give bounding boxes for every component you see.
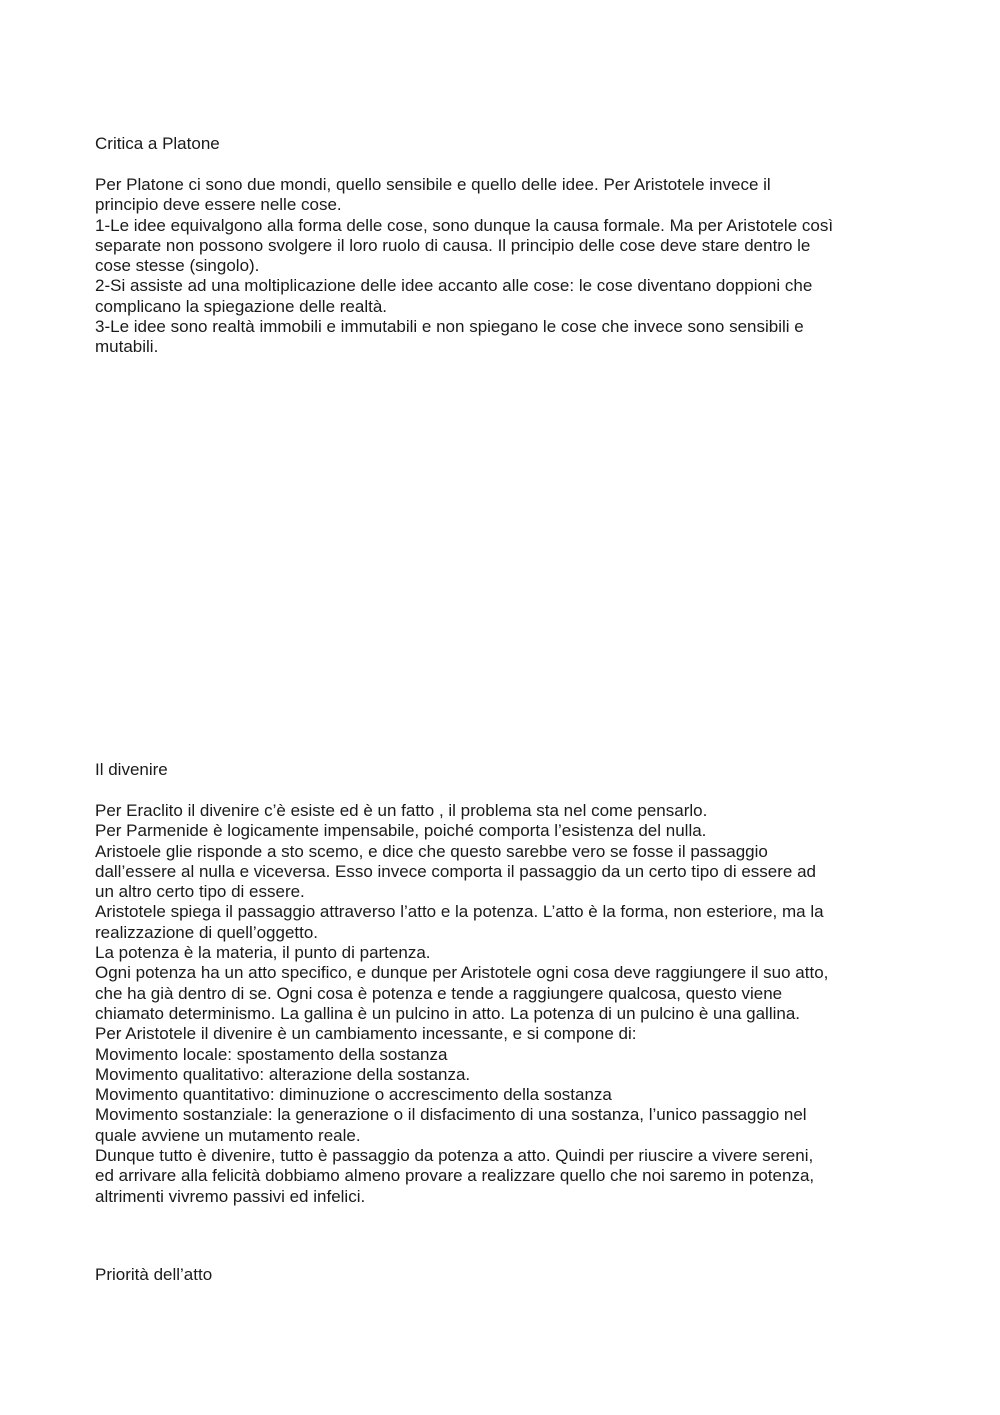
section-heading-il-divenire: Il divenire — [95, 760, 168, 779]
section-heading-critica-a-platone: Critica a Platone — [95, 134, 220, 153]
text-line: ed arrivare alla felicità dobbiamo almeno provare a realizzare quello che noi saremo in potenza, — [95, 1166, 815, 1186]
text-line: realizzazione di quell’oggetto. — [95, 922, 319, 942]
section-body-il-divenire — [95, 801, 935, 1207]
text-line: Ogni potenza ha un atto specifico, e dunque per Aristotele ogni cosa deve raggiungere il suo atto, — [95, 963, 829, 983]
text-line: Per Platone ci sono due mondi, quello sensibile e quello delle idee. Per Aristotele invece il — [95, 175, 771, 194]
text-line: Dunque tutto è divenire, tutto è passaggio da potenza a atto. Quindi per riuscire a vivere sereni, — [95, 1146, 814, 1166]
text-line: Per Eraclito il divenire c’è esiste ed è un fatto , il problema sta nel come pensarlo. — [95, 801, 708, 820]
section-body-critica-a-platone — [95, 175, 935, 358]
text-line: Movimento locale: spostamento della sostanza — [95, 1044, 448, 1064]
text-line: Aristoele glie risponde a sto scemo, e dice che questo sarebbe vero se fosse il passaggio — [95, 841, 768, 861]
text-line: un altro certo tipo di essere. — [95, 882, 305, 902]
text-line: altrimenti vivremo passivi ed infelici. — [95, 1186, 366, 1206]
text-line: 2-Si assiste ad una moltiplicazione delle idee accanto alle cose: le cose diventano doppioni che — [95, 276, 813, 296]
text-line: Per Aristotele il divenire è un cambiamento incessante, e si compone di: — [95, 1024, 637, 1044]
text-line: Movimento sostanziale: la generazione o il disfacimento di una sostanza, l’unico passaggio nel — [95, 1105, 807, 1125]
text-line: Movimento quantitativo: diminuzione o accrescimento della sostanza — [95, 1085, 612, 1105]
text-line: cose stesse (singolo). — [95, 256, 260, 276]
text-line: separate non possono svolgere il loro ruolo di causa. Il principio delle cose deve stare dentro le — [95, 235, 811, 255]
text-line: Aristotele spiega il passaggio attraverso l’atto e la potenza. L’atto è la forma, non esteriore, ma la — [95, 902, 824, 922]
text-line: Movimento qualitativo: alterazione della sostanza. — [95, 1064, 471, 1084]
text-line: 3-Le idee sono realtà immobili e immutabili e non spiegano le cose che invece sono sensibili e — [95, 317, 804, 337]
text-line: Per Parmenide è logicamente impensabile, poiché comporta l’esistenza del nulla. — [95, 821, 707, 841]
section-heading-priorita-dell-atto: Priorità dell’atto — [95, 1265, 213, 1284]
text-line: complicano la spiegazione delle realtà. — [95, 296, 388, 316]
text-line: quale avviene un mutamento reale. — [95, 1125, 361, 1145]
text-line: principio deve essere nelle cose. — [95, 195, 342, 215]
text-line: La potenza è la materia, il punto di partenza. — [95, 943, 431, 963]
text-line: mutabili. — [95, 337, 159, 357]
text-line: dall’essere al nulla e viceversa. Esso invece comporta il passaggio da un certo tipo di essere ad — [95, 861, 817, 881]
text-line: 1-Le idee equivalgono alla forma delle cose, sono dunque la causa formale. Ma per Aristotele così — [95, 215, 834, 235]
text-line: chiamato determinismo. La gallina è un pulcino in atto. La potenza di un pulcino è una gallina. — [95, 1003, 801, 1023]
text-line: che ha già dentro di se. Ogni cosa è potenza e tende a raggiungere qualcosa, questo viene — [95, 983, 783, 1003]
